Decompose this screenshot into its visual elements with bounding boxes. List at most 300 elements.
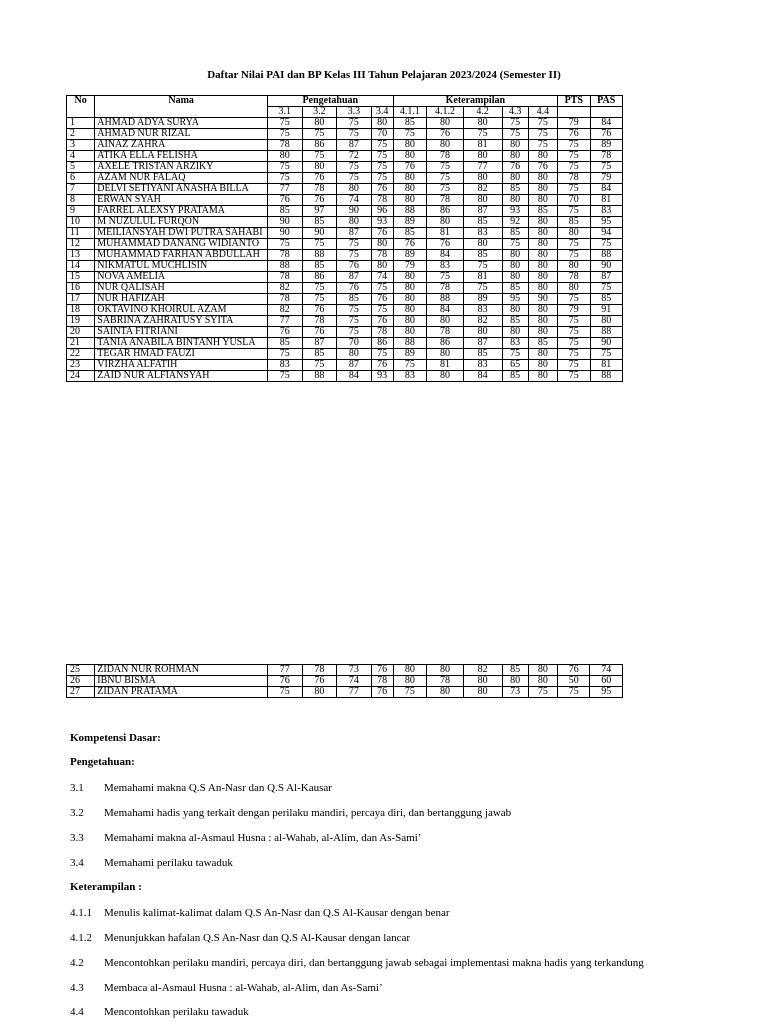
score-cell: 75	[393, 360, 427, 371]
score-cell: 76	[371, 665, 393, 676]
score-cell: 80	[268, 151, 303, 162]
score-cell: 78	[268, 294, 303, 305]
table-row	[67, 676, 623, 687]
score-cell: 88	[393, 338, 427, 349]
score-cell: 75	[371, 349, 393, 360]
score-cell: 87	[590, 272, 623, 283]
score-cell: 75	[337, 129, 372, 140]
score-cell: 80	[528, 371, 557, 382]
score-cell: 75	[268, 349, 303, 360]
kd-text: Memahami hadis yang terkait dengan perilaku mandiri, percaya diri, dan bertanggung jawab	[104, 807, 512, 819]
score-cell: 75	[268, 129, 303, 140]
score-cell: 86	[371, 338, 393, 349]
score-cell: 75	[558, 162, 590, 173]
score-cell: 78	[302, 665, 337, 676]
row-number: 4	[67, 151, 95, 162]
table-row	[67, 195, 623, 206]
table-row	[67, 360, 623, 371]
table-row	[67, 206, 623, 217]
header-pas-blank	[590, 107, 623, 118]
score-cell: 75	[268, 239, 303, 250]
score-cell: 75	[427, 173, 464, 184]
score-cell: 80	[528, 239, 557, 250]
score-cell: 75	[337, 118, 372, 129]
student-name: NUR HAFIZAH	[95, 294, 268, 305]
score-cell: 80	[463, 676, 502, 687]
score-cell: 76	[371, 228, 393, 239]
score-cell: 83	[427, 261, 464, 272]
score-cell: 75	[590, 349, 623, 360]
score-cell: 80	[393, 305, 427, 316]
score-cell: 76	[558, 665, 590, 676]
score-cell: 75	[558, 250, 590, 261]
score-cell: 75	[268, 173, 303, 184]
score-cell: 85	[268, 338, 303, 349]
table-row	[67, 261, 623, 272]
header-kd-3-4: 3.4	[371, 107, 393, 118]
score-cell: 70	[337, 338, 372, 349]
score-cell: 85	[502, 283, 528, 294]
header-kd-4-1-1: 4.1.1	[393, 107, 427, 118]
score-cell: 90	[590, 261, 623, 272]
score-cell: 80	[393, 184, 427, 195]
score-cell: 80	[393, 316, 427, 327]
student-name: AHMAD ADYA SURYA	[95, 118, 268, 129]
row-number: 25	[67, 665, 95, 676]
score-cell: 85	[502, 184, 528, 195]
score-cell: 77	[337, 687, 372, 698]
score-cell: 75	[502, 118, 528, 129]
row-number: 3	[67, 140, 95, 151]
score-cell: 87	[463, 338, 502, 349]
kd-item	[70, 807, 750, 819]
score-cell: 75	[268, 162, 303, 173]
score-cell: 60	[590, 676, 623, 687]
score-cell: 93	[371, 217, 393, 228]
student-name: SAINTA FITRIANI	[95, 327, 268, 338]
score-cell: 78	[371, 250, 393, 261]
score-cell: 78	[427, 151, 464, 162]
student-name: NUR QALISAH	[95, 283, 268, 294]
row-number: 18	[67, 305, 95, 316]
score-cell: 85	[337, 294, 372, 305]
score-cell: 75	[337, 239, 372, 250]
score-cell: 78	[427, 283, 464, 294]
row-number: 27	[67, 687, 95, 698]
score-cell: 80	[528, 217, 557, 228]
score-cell: 77	[268, 665, 303, 676]
score-cell: 77	[268, 316, 303, 327]
table-row	[67, 250, 623, 261]
score-cell: 82	[463, 184, 502, 195]
score-cell: 74	[337, 676, 372, 687]
row-number: 26	[67, 676, 95, 687]
score-cell: 80	[528, 305, 557, 316]
score-cell: 80	[371, 239, 393, 250]
score-cell: 80	[302, 118, 337, 129]
score-cell: 80	[528, 316, 557, 327]
score-cell: 76	[371, 184, 393, 195]
kd-text: Menulis kalimat-kalimat dalam Q.S An-Nasr dan Q.S Al-Kausar dengan benar	[104, 907, 450, 919]
student-name: ZIDAN NUR ROHMAN	[95, 665, 268, 676]
score-cell: 90	[590, 338, 623, 349]
score-cell: 75	[463, 129, 502, 140]
kd-text: Menunjukkan hafalan Q.S An-Nasr dan Q.S Al-Kausar dengan lancar	[104, 932, 411, 944]
score-cell: 75	[558, 338, 590, 349]
score-cell: 85	[463, 250, 502, 261]
score-cell: 88	[302, 371, 337, 382]
table-row	[67, 162, 623, 173]
score-cell: 89	[393, 250, 427, 261]
score-cell: 80	[393, 294, 427, 305]
score-cell: 80	[502, 305, 528, 316]
table-row	[67, 217, 623, 228]
score-cell: 86	[427, 338, 464, 349]
score-cell: 95	[590, 217, 623, 228]
score-cell: 95	[502, 294, 528, 305]
kd-text: Mencontohkan perilaku mandiri, percaya diri, dan bertanggung jawab sebagai implementasi makna hadis yang terkandung	[104, 957, 644, 969]
score-cell: 78	[268, 250, 303, 261]
score-cell: 75	[558, 151, 590, 162]
score-cell: 81	[427, 228, 464, 239]
score-cell: 70	[558, 195, 590, 206]
score-cell: 81	[427, 360, 464, 371]
row-number: 23	[67, 360, 95, 371]
score-cell: 83	[393, 371, 427, 382]
score-cell: 80	[528, 360, 557, 371]
score-cell: 80	[528, 151, 557, 162]
score-cell: 85	[528, 206, 557, 217]
grades-table-continued-body	[67, 665, 623, 698]
header-kd-4-4: 4.4	[528, 107, 557, 118]
score-cell: 93	[502, 206, 528, 217]
score-cell: 75	[427, 272, 464, 283]
score-cell: 75	[337, 162, 372, 173]
score-cell: 75	[337, 316, 372, 327]
score-cell: 75	[337, 305, 372, 316]
score-cell: 79	[590, 173, 623, 184]
score-cell: 81	[463, 272, 502, 283]
score-cell: 86	[427, 206, 464, 217]
score-cell: 90	[268, 228, 303, 239]
score-cell: 75	[558, 687, 590, 698]
score-cell: 76	[302, 305, 337, 316]
score-cell: 80	[528, 272, 557, 283]
grades-table-continued	[66, 664, 623, 698]
score-cell: 80	[393, 173, 427, 184]
score-cell: 78	[590, 151, 623, 162]
row-number: 12	[67, 239, 95, 250]
table-row	[67, 228, 623, 239]
student-name: AINAZ ZAHRA	[95, 140, 268, 151]
student-name: IBNU BISMA	[95, 676, 268, 687]
header-pengetahuan: Pengetahuan	[268, 96, 394, 107]
score-cell: 84	[590, 118, 623, 129]
score-cell: 76	[268, 327, 303, 338]
score-cell: 75	[590, 162, 623, 173]
student-name: MUHAMMAD DANANG WIDIANTO	[95, 239, 268, 250]
row-number: 9	[67, 206, 95, 217]
student-name: FARREL ALEXSY PRATAMA	[95, 206, 268, 217]
score-cell: 85	[463, 349, 502, 360]
score-cell: 76	[337, 261, 372, 272]
student-name: TANIA ANABILA BINTANH YUSLA	[95, 338, 268, 349]
score-cell: 89	[393, 217, 427, 228]
score-cell: 76	[371, 316, 393, 327]
score-cell: 65	[502, 360, 528, 371]
score-cell: 80	[502, 250, 528, 261]
score-cell: 89	[590, 140, 623, 151]
score-cell: 75	[337, 327, 372, 338]
score-cell: 92	[502, 217, 528, 228]
score-cell: 81	[463, 140, 502, 151]
score-cell: 85	[393, 228, 427, 239]
score-cell: 75	[268, 118, 303, 129]
score-cell: 80	[393, 195, 427, 206]
row-number: 24	[67, 371, 95, 382]
score-cell: 75	[558, 360, 590, 371]
score-cell: 78	[427, 676, 464, 687]
score-cell: 74	[337, 195, 372, 206]
kd-pengetahuan-heading: Pengetahuan:	[70, 756, 135, 768]
score-cell: 80	[558, 228, 590, 239]
table-row	[67, 272, 623, 283]
kd-code: 4.2	[70, 957, 84, 969]
score-cell: 80	[558, 283, 590, 294]
score-cell: 76	[371, 687, 393, 698]
score-cell: 76	[502, 162, 528, 173]
student-name: MEILIANSYAH DWI PUTRA SAHABI	[95, 228, 268, 239]
kd-keterampilan-heading: Keterampilan :	[70, 881, 142, 893]
score-cell: 79	[393, 261, 427, 272]
row-number: 14	[67, 261, 95, 272]
score-cell: 75	[463, 283, 502, 294]
score-cell: 77	[463, 162, 502, 173]
score-cell: 75	[502, 239, 528, 250]
score-cell: 73	[502, 687, 528, 698]
score-cell: 78	[558, 272, 590, 283]
score-cell: 80	[528, 250, 557, 261]
header-kd-3-2: 3.2	[302, 107, 337, 118]
score-cell: 80	[528, 228, 557, 239]
score-cell: 86	[302, 272, 337, 283]
score-cell: 80	[558, 261, 590, 272]
row-number: 8	[67, 195, 95, 206]
score-cell: 94	[590, 228, 623, 239]
score-cell: 80	[371, 261, 393, 272]
score-cell: 75	[502, 349, 528, 360]
score-cell: 88	[268, 261, 303, 272]
score-cell: 79	[558, 118, 590, 129]
score-cell: 80	[502, 173, 528, 184]
score-cell: 75	[502, 129, 528, 140]
kd-text: Membaca al-Asmaul Husna : al-Wahab, al-Alim, dan As-Sami’	[104, 982, 383, 994]
score-cell: 80	[528, 173, 557, 184]
student-name: DELVI SETIYANI ANASHA BILLA	[95, 184, 268, 195]
score-cell: 76	[302, 195, 337, 206]
score-cell: 80	[393, 665, 427, 676]
kd-heading: Kompetensi Dasar:	[70, 732, 161, 744]
score-cell: 80	[371, 118, 393, 129]
score-cell: 76	[590, 129, 623, 140]
score-cell: 75	[558, 239, 590, 250]
score-cell: 75	[337, 250, 372, 261]
score-cell: 74	[371, 272, 393, 283]
score-cell: 87	[463, 206, 502, 217]
score-cell: 73	[337, 665, 372, 676]
score-cell: 87	[337, 140, 372, 151]
score-cell: 85	[393, 118, 427, 129]
score-cell: 85	[463, 217, 502, 228]
header-no: No	[67, 96, 95, 118]
student-name: ERWAN SYAH	[95, 195, 268, 206]
score-cell: 80	[302, 162, 337, 173]
score-cell: 75	[558, 206, 590, 217]
score-cell: 76	[427, 239, 464, 250]
score-cell: 87	[337, 272, 372, 283]
score-cell: 97	[302, 206, 337, 217]
score-cell: 75	[558, 184, 590, 195]
score-cell: 78	[558, 173, 590, 184]
score-cell: 80	[528, 676, 557, 687]
score-cell: 76	[268, 676, 303, 687]
score-cell: 83	[463, 305, 502, 316]
score-cell: 76	[371, 294, 393, 305]
row-number: 22	[67, 349, 95, 360]
student-name: M NUZULUL FURQON	[95, 217, 268, 228]
score-cell: 90	[302, 228, 337, 239]
score-cell: 80	[502, 676, 528, 687]
score-cell: 88	[393, 206, 427, 217]
score-cell: 80	[528, 665, 557, 676]
score-cell: 80	[463, 151, 502, 162]
score-cell: 80	[393, 272, 427, 283]
score-cell: 80	[427, 687, 464, 698]
student-name: MUHAMMAD FARHAN ABDULLAH	[95, 250, 268, 261]
kd-code: 4.1.1	[70, 907, 92, 919]
student-name: ZAID NUR ALFIANSYAH	[95, 371, 268, 382]
score-cell: 80	[528, 283, 557, 294]
kd-item	[70, 907, 750, 919]
kd-code: 4.1.2	[70, 932, 92, 944]
kd-item	[70, 832, 750, 844]
kd-text: Memahami makna al-Asmaul Husna : al-Wahab, al-Alim, dan As-Sami’	[104, 832, 422, 844]
score-cell: 75	[558, 349, 590, 360]
score-cell: 75	[371, 162, 393, 173]
header-pts: PTS	[558, 96, 590, 107]
score-cell: 93	[371, 371, 393, 382]
table-row	[67, 371, 623, 382]
row-number: 21	[67, 338, 95, 349]
header-pts-blank	[558, 107, 590, 118]
header-kd-4-1-2: 4.1.2	[427, 107, 464, 118]
score-cell: 76	[528, 162, 557, 173]
score-cell: 85	[502, 665, 528, 676]
score-cell: 82	[463, 665, 502, 676]
score-cell: 80	[463, 195, 502, 206]
score-cell: 80	[463, 687, 502, 698]
table-row	[67, 151, 623, 162]
score-cell: 85	[502, 228, 528, 239]
score-cell: 78	[371, 676, 393, 687]
row-number: 13	[67, 250, 95, 261]
kd-text: Memahami perilaku tawaduk	[104, 857, 233, 869]
score-cell: 87	[302, 338, 337, 349]
table-row	[67, 338, 623, 349]
table-row	[67, 305, 623, 316]
table-row	[67, 687, 623, 698]
score-cell: 80	[528, 261, 557, 272]
score-cell: 75	[268, 687, 303, 698]
score-cell: 76	[393, 162, 427, 173]
student-name: AZAM NUR FALAQ	[95, 173, 268, 184]
score-cell: 75	[558, 294, 590, 305]
score-cell: 80	[302, 687, 337, 698]
table-row	[67, 129, 623, 140]
kd-item	[70, 857, 750, 869]
score-cell: 80	[528, 184, 557, 195]
student-name: AXELE TRISTAN ARZIKY	[95, 162, 268, 173]
score-cell: 80	[528, 349, 557, 360]
score-cell: 80	[393, 327, 427, 338]
score-cell: 80	[427, 349, 464, 360]
score-cell: 75	[590, 239, 623, 250]
score-cell: 80	[502, 151, 528, 162]
score-cell: 80	[427, 371, 464, 382]
score-cell: 75	[371, 283, 393, 294]
table-row	[67, 349, 623, 360]
score-cell: 85	[590, 294, 623, 305]
score-cell: 75	[371, 151, 393, 162]
score-cell: 78	[371, 195, 393, 206]
table-row	[67, 239, 623, 250]
table-row	[67, 283, 623, 294]
table-row	[67, 294, 623, 305]
row-number: 16	[67, 283, 95, 294]
score-cell: 85	[302, 217, 337, 228]
score-cell: 75	[371, 140, 393, 151]
score-cell: 80	[337, 217, 372, 228]
score-cell: 75	[393, 129, 427, 140]
score-cell: 75	[558, 371, 590, 382]
score-cell: 82	[463, 316, 502, 327]
kd-item	[70, 957, 750, 969]
score-cell: 75	[427, 162, 464, 173]
header-kd-4-2: 4.2	[463, 107, 502, 118]
score-cell: 84	[427, 305, 464, 316]
score-cell: 87	[337, 360, 372, 371]
score-cell: 81	[590, 195, 623, 206]
score-cell: 83	[268, 360, 303, 371]
table-row	[67, 118, 623, 129]
grades-table	[66, 95, 623, 382]
score-cell: 79	[558, 305, 590, 316]
header-nama: Nama	[95, 96, 268, 118]
score-cell: 75	[528, 140, 557, 151]
score-cell: 82	[268, 305, 303, 316]
score-cell: 50	[558, 676, 590, 687]
table-row	[67, 184, 623, 195]
score-cell: 75	[268, 371, 303, 382]
score-cell: 89	[393, 349, 427, 360]
kd-item	[70, 932, 750, 944]
grades-table-body	[67, 118, 623, 382]
score-cell: 90	[337, 206, 372, 217]
score-cell: 80	[463, 327, 502, 338]
score-cell: 76	[268, 195, 303, 206]
score-cell: 91	[590, 305, 623, 316]
score-cell: 75	[302, 294, 337, 305]
